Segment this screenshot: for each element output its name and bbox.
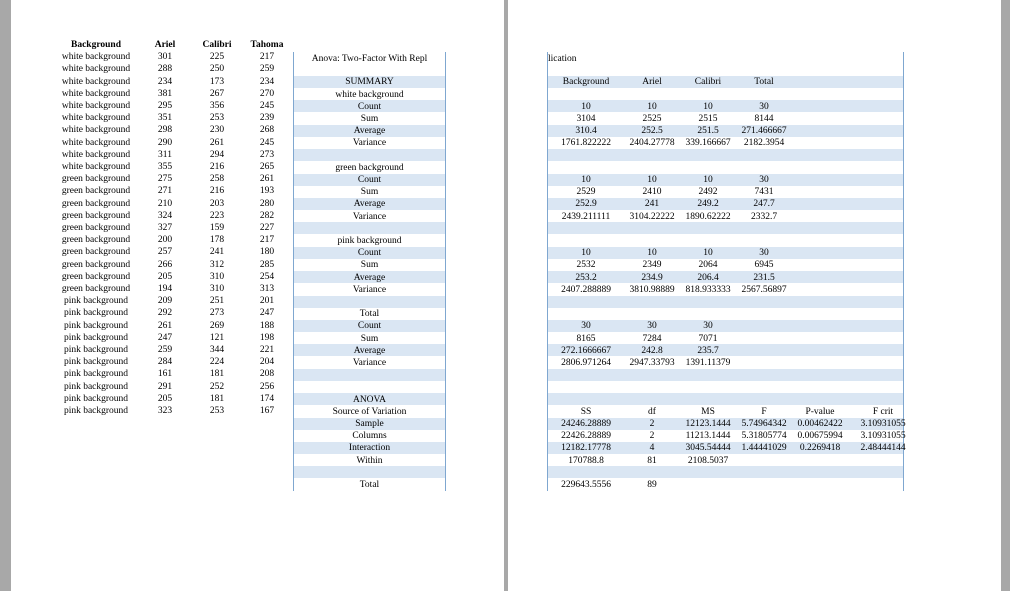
data-cell: 245 (259, 137, 275, 148)
anova-row-label: Variance (352, 138, 387, 149)
data-cell: 173 (209, 76, 225, 87)
anova-row-label: Count (357, 101, 382, 112)
data-cell: 205 (157, 271, 173, 282)
anova-value: 2525 (642, 114, 662, 124)
row-label: pink background (63, 320, 129, 331)
anova-value: 30 (759, 248, 769, 259)
anova-row-label: Variance (352, 211, 387, 222)
anova-value: 10 (647, 175, 657, 185)
data-cell: 205 (157, 393, 173, 404)
data-cell: 221 (259, 345, 275, 355)
data-cell: 381 (157, 88, 173, 99)
anova-row (547, 64, 904, 76)
anova-value: 8165 (576, 333, 596, 344)
anova-value: 252.5 (641, 126, 663, 137)
anova-value: 252.9 (575, 199, 597, 210)
anova-value: 2064 (698, 260, 718, 271)
row-label: pink background (63, 393, 129, 404)
anova-value: 235.7 (697, 345, 719, 356)
anova-value: 2410 (642, 187, 662, 198)
anova-row-label: Count (357, 175, 382, 185)
data-cell: 273 (259, 149, 275, 160)
data-cell: 327 (157, 223, 173, 233)
anova-value: Calibri (694, 77, 722, 88)
data-cell: 198 (259, 332, 275, 343)
anova-value: MS (701, 406, 715, 417)
anova-value: 1.44441029 (741, 443, 787, 454)
data-cell: 241 (209, 247, 225, 258)
anova-row (547, 393, 904, 405)
anova-value: 10 (703, 248, 713, 259)
row-label: white background (61, 162, 131, 172)
anova-value: 818.933333 (685, 284, 731, 295)
anova-value: 2407.288889 (561, 284, 611, 295)
row-label: pink background (63, 345, 129, 355)
data-cell: 210 (157, 198, 173, 209)
anova-row-label: Count (357, 248, 382, 259)
data-cell: 121 (209, 332, 225, 343)
anova-value: 1890.62222 (685, 211, 731, 222)
anova-value: 30 (647, 321, 657, 332)
spreadsheet-page-right (508, 0, 1001, 591)
anova-row (547, 149, 904, 161)
anova-value: 310.4 (575, 126, 597, 137)
anova-value: 7284 (642, 333, 662, 344)
anova-value: 0.2269418 (799, 443, 841, 454)
data-cell: 253 (209, 113, 225, 124)
anova-row-label: Variance (352, 358, 387, 368)
anova-value: 10 (703, 101, 713, 112)
anova-value: 12123.1444 (685, 419, 731, 429)
anova-row (547, 466, 904, 478)
data-cell: 227 (259, 223, 275, 233)
anova-value: 3104.22222 (629, 211, 675, 222)
data-cell: 252 (209, 381, 225, 392)
anova-value: df (648, 406, 656, 417)
data-cell: 280 (259, 198, 275, 209)
data-cell: 261 (157, 320, 173, 331)
anova-value: 2 (649, 431, 655, 442)
anova-row-label: Sum (360, 187, 379, 198)
anova-row (547, 308, 904, 320)
data-cell: 245 (259, 101, 275, 111)
data-cell: 271 (157, 186, 173, 197)
anova-value: 339.166667 (685, 138, 731, 149)
data-cell: 209 (157, 296, 173, 307)
data-cell: 208 (259, 369, 275, 380)
data-cell: 356 (209, 101, 225, 111)
anova-value: 7431 (754, 187, 774, 198)
data-cell: 223 (209, 210, 225, 221)
anova-value: Ariel (642, 77, 662, 88)
data-cell: 159 (209, 223, 225, 233)
anova-value: 10 (703, 175, 713, 185)
anova-value: 241 (644, 199, 660, 210)
anova-row (293, 466, 446, 478)
anova-value: 3.10931055 (860, 419, 906, 429)
anova-row-label: Sum (360, 260, 379, 271)
data-cell: 273 (209, 308, 225, 319)
anova-value: 242.8 (641, 345, 663, 356)
data-cell: 257 (157, 247, 173, 258)
spreadsheet-page-left (11, 0, 504, 591)
anova-row (547, 381, 904, 393)
data-cell: 201 (259, 296, 275, 307)
data-cell: 181 (209, 393, 225, 404)
data-cell: 180 (259, 247, 275, 258)
anova-row-label: Sample (355, 419, 384, 429)
anova-row-label: Total (359, 480, 380, 490)
data-cell: 355 (157, 162, 173, 172)
data-cell: 225 (209, 52, 225, 63)
row-label: white background (61, 52, 131, 63)
anova-row-label: Average (353, 345, 386, 356)
data-cell: 193 (259, 186, 275, 197)
anova-value: 2182.3954 (743, 138, 785, 149)
anova-row-label: Columns (352, 431, 387, 442)
anova-value: 1761.822222 (561, 138, 611, 149)
anova-value: 253.2 (575, 272, 597, 283)
anova-row-label: Average (353, 199, 386, 210)
data-cell: 266 (157, 259, 173, 270)
anova-value: 0.00675994 (797, 431, 843, 442)
anova-value: 231.5 (753, 272, 775, 283)
data-cell: 301 (157, 52, 173, 63)
row-label: white background (61, 125, 131, 136)
anova-value: 2529 (576, 187, 596, 198)
data-cell: 312 (209, 259, 225, 270)
data-cell: 285 (259, 259, 275, 270)
anova-value: 81 (647, 455, 657, 466)
column-header: Ariel (154, 40, 176, 50)
anova-row-label: Total (359, 309, 380, 320)
data-cell: 247 (157, 332, 173, 343)
data-cell: 290 (157, 137, 173, 148)
anova-value: 10 (581, 248, 591, 259)
anova-value: 10 (581, 101, 591, 112)
anova-row-label: Interaction (348, 443, 391, 454)
data-cell: 275 (157, 174, 173, 185)
anova-value: 8144 (754, 114, 774, 124)
anova-row-label: Within (356, 455, 383, 466)
anova-row-label: Count (357, 321, 382, 332)
data-cell: 247 (259, 308, 275, 319)
anova-value: 24246.28889 (561, 419, 611, 429)
anova-value: F (761, 406, 767, 417)
data-cell: 265 (259, 162, 275, 172)
anova-value: 0.00462422 (797, 419, 843, 429)
anova-value: 4 (649, 443, 655, 454)
anova-value: 2 (649, 419, 655, 429)
anova-value: 2.48444144 (860, 443, 906, 454)
data-cell: 269 (209, 320, 225, 331)
row-label: white background (61, 88, 131, 99)
anova-value: 234.9 (641, 272, 663, 283)
data-cell: 292 (157, 308, 173, 319)
data-cell: 259 (157, 345, 173, 355)
data-cell: 188 (259, 320, 275, 331)
data-cell: 284 (157, 357, 173, 368)
row-label: pink background (63, 296, 129, 307)
anova-value: 2806.971264 (561, 358, 611, 368)
anova-title: Anova: Two-Factor With Repl (311, 53, 428, 64)
data-cell: 253 (209, 406, 225, 416)
data-cell: 204 (259, 357, 275, 368)
anova-value: 3104 (576, 114, 596, 124)
data-cell: 310 (209, 284, 225, 294)
data-cell: 311 (158, 149, 172, 160)
anova-value: 2567.56897 (741, 284, 787, 295)
anova-value: 30 (581, 321, 591, 332)
anova-value: 30 (759, 101, 769, 112)
anova-value: 3810.98889 (629, 284, 675, 295)
anova-value: 7071 (698, 333, 718, 344)
row-label: green background (61, 235, 131, 246)
data-cell: 234 (157, 76, 173, 87)
anova-row (293, 296, 446, 308)
anova-value: F crit (872, 406, 894, 417)
anova-row-label: Sum (360, 114, 379, 124)
data-cell: 224 (209, 357, 225, 368)
anova-row-label: pink background (337, 236, 402, 246)
data-cell: 261 (209, 137, 225, 148)
anova-value: 1391.11379 (685, 358, 731, 368)
row-label: white background (61, 137, 131, 148)
title-row (547, 52, 904, 64)
data-cell: 313 (259, 284, 275, 294)
anova-value: 2439.211111 (561, 211, 611, 222)
anova-value: 89 (647, 480, 657, 490)
anova-value: Total (754, 77, 774, 88)
anova-value: 2332.7 (750, 211, 778, 222)
data-cell: 230 (209, 125, 225, 136)
data-cell: 167 (259, 406, 275, 416)
anova-value: 10 (581, 175, 591, 185)
data-cell: 298 (157, 125, 173, 136)
anova-row (293, 149, 446, 161)
anova-value: SS (580, 406, 592, 417)
data-cell: 200 (157, 235, 173, 246)
anova-row-label: green background (335, 162, 404, 173)
anova-title-continued: lication (548, 53, 577, 64)
row-label: green background (61, 271, 131, 282)
anova-row (293, 381, 446, 393)
data-cell: 267 (209, 88, 225, 99)
anova-value: 2947.33793 (629, 358, 675, 368)
column-header: Tahoma (250, 40, 284, 50)
anova-value: 10 (647, 248, 657, 259)
anova-row-label: Average (353, 126, 386, 137)
data-cell: 268 (259, 125, 275, 136)
row-label: green background (61, 198, 131, 209)
anova-value: 2515 (698, 114, 718, 124)
data-cell: 216 (209, 186, 225, 197)
row-label: green background (61, 284, 131, 294)
data-cell: 324 (157, 210, 173, 221)
row-label: pink background (63, 357, 129, 368)
column-header: Background (71, 40, 121, 50)
anova-row (293, 369, 446, 381)
row-label: white background (61, 64, 131, 75)
row-label: green background (61, 259, 131, 270)
anova-row-label: ANOVA (352, 394, 387, 405)
data-cell: 250 (209, 64, 225, 75)
data-cell: 239 (259, 113, 275, 124)
anova-value: 247.7 (753, 199, 775, 210)
row-label: green background (61, 174, 131, 185)
anova-value: 3045.54444 (685, 443, 731, 454)
anova-value: 2349 (642, 260, 662, 271)
anova-value: 2492 (698, 187, 718, 198)
anova-row-label: SUMMARY (345, 77, 394, 88)
anova-value: 10 (647, 101, 657, 112)
data-cell: 234 (259, 76, 275, 87)
anova-value: 22426.28889 (561, 431, 611, 442)
row-label: green background (61, 186, 131, 197)
row-label: white background (61, 113, 131, 124)
row-label: green background (61, 247, 131, 258)
row-label: pink background (63, 381, 129, 392)
row-label: pink background (63, 369, 129, 380)
anova-row (547, 161, 904, 173)
data-cell: 310 (209, 271, 225, 282)
row-label: white background (61, 76, 131, 87)
data-cell: 270 (259, 88, 275, 99)
anova-value: 12182.17778 (561, 443, 611, 454)
anova-row (547, 235, 904, 247)
anova-row-label: Average (353, 272, 386, 283)
anova-row (293, 222, 446, 234)
data-cell: 291 (157, 381, 173, 392)
anova-value: 271.466667 (741, 126, 787, 137)
data-cell: 178 (209, 235, 225, 246)
data-cell: 254 (259, 271, 275, 282)
row-label: pink background (63, 332, 129, 343)
anova-value: Background (562, 77, 610, 88)
data-cell: 259 (259, 64, 275, 75)
data-cell: 161 (157, 369, 173, 380)
data-cell: 217 (259, 52, 275, 63)
anova-row-label: Source of Variation (332, 406, 407, 417)
data-cell: 251 (209, 296, 225, 307)
data-cell: 217 (259, 235, 275, 246)
row-label: green background (61, 210, 131, 221)
anova-value: 5.31805774 (741, 431, 787, 442)
anova-value: 3.10931055 (860, 431, 906, 442)
anova-row (293, 64, 446, 76)
anova-row (547, 88, 904, 100)
data-cell: 181 (209, 369, 225, 380)
anova-value: 206.4 (697, 272, 719, 283)
anova-value: 2404.27778 (629, 138, 675, 149)
data-cell: 203 (209, 198, 225, 209)
data-cell: 258 (209, 174, 225, 185)
row-label: green background (61, 223, 131, 233)
anova-value: 2108.5037 (687, 455, 729, 466)
anova-row-label: Variance (352, 284, 387, 295)
data-cell: 294 (209, 149, 225, 160)
anova-value: 5.74964342 (741, 419, 787, 429)
anova-value: 30 (703, 321, 713, 332)
anova-value: 272.1666667 (561, 345, 611, 356)
data-cell: 216 (209, 162, 225, 172)
anova-value: 30 (759, 175, 769, 185)
row-label: white background (61, 101, 131, 111)
anova-value: 170788.8 (568, 455, 604, 466)
row-label: white background (61, 149, 131, 160)
row-label: pink background (63, 308, 129, 319)
anova-row (547, 222, 904, 234)
data-cell: 295 (157, 101, 173, 111)
data-cell: 351 (157, 113, 173, 124)
anova-row (547, 296, 904, 308)
data-cell: 288 (157, 64, 173, 75)
anova-row-label: Sum (360, 333, 379, 344)
row-label: pink background (63, 406, 129, 416)
data-cell: 174 (259, 393, 275, 404)
anova-value: 229643.5556 (561, 480, 611, 490)
anova-value: 249.2 (697, 199, 719, 210)
column-header: Calibri (202, 40, 232, 50)
anova-value: 2532 (576, 260, 596, 271)
anova-row (547, 369, 904, 381)
data-cell: 323 (157, 406, 173, 416)
anova-value: 6945 (754, 260, 774, 271)
data-cell: 256 (259, 381, 275, 392)
data-cell: 282 (259, 210, 275, 221)
anova-value: 251.5 (697, 126, 719, 137)
anova-value: P-value (805, 406, 835, 417)
data-cell: 194 (157, 284, 173, 294)
anova-value: 11213.1444 (685, 431, 731, 442)
anova-row-label: white background (335, 89, 404, 100)
data-cell: 261 (259, 174, 275, 185)
data-cell: 344 (209, 345, 225, 355)
